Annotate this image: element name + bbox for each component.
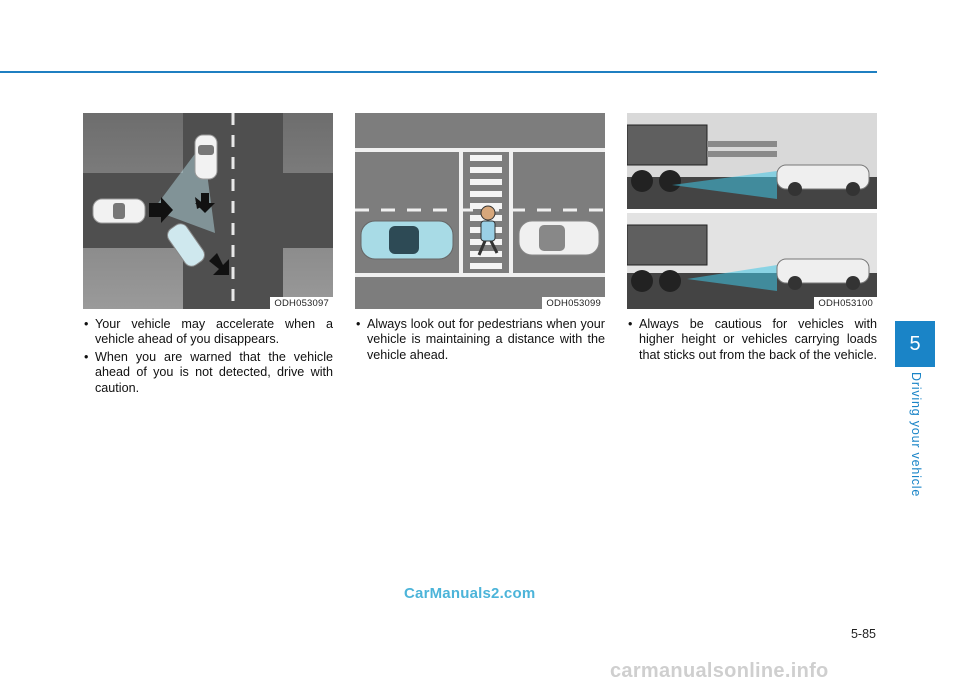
bullet-item: • Your vehicle may accelerate when a vehicle ahead of you disappears.: [83, 317, 333, 348]
bullet-item: • When you are warned that the vehicle ahead of you is not detected, drive with caution.: [83, 350, 333, 396]
figure-code: ODH053100: [814, 297, 877, 309]
column-2: [355, 113, 605, 365]
watermark-link[interactable]: CarManuals2.com: [404, 585, 536, 602]
column-3: [627, 113, 877, 365]
own-car: [93, 199, 145, 223]
figure-crosswalk: [355, 113, 605, 309]
bullet-item: • Always be cautious for vehicles with higher height or vehicles carrying loads that sticks out from the back of the vehicle.: [627, 317, 877, 363]
intersection-illustration: [83, 113, 333, 309]
chapter-number-tab: 5: [895, 321, 935, 367]
panel-divider: [627, 209, 877, 213]
road-edge-bottom: [355, 273, 605, 277]
header-rule: [0, 71, 877, 73]
bullet-item: • Always look out for pedestrians when your vehicle is maintaining a distance with the vehicle ahead.: [355, 317, 605, 363]
road-edge-top: [355, 148, 605, 152]
crosswalk-illustration: [355, 113, 605, 309]
car-ahead: [519, 221, 599, 255]
own-car: [361, 221, 453, 259]
bullet-list: [627, 317, 877, 363]
figure-code: ODH053097: [270, 297, 333, 309]
page-number: 5-85: [850, 627, 876, 641]
figure-intersection: [83, 113, 333, 309]
figure-code: ODH053099: [542, 297, 605, 309]
chapter-title: Driving your vehicle: [909, 372, 923, 498]
bullet-list: [83, 317, 333, 396]
bullet-list: [355, 317, 605, 363]
stop-line-right: [509, 151, 513, 275]
car-ahead: [195, 135, 217, 179]
truck-illustration: [627, 113, 877, 309]
column-1: [83, 113, 333, 398]
stop-line-left: [459, 151, 463, 275]
watermark-footer: carmanualsonline.info: [610, 660, 829, 682]
figure-trucks: [627, 113, 877, 309]
